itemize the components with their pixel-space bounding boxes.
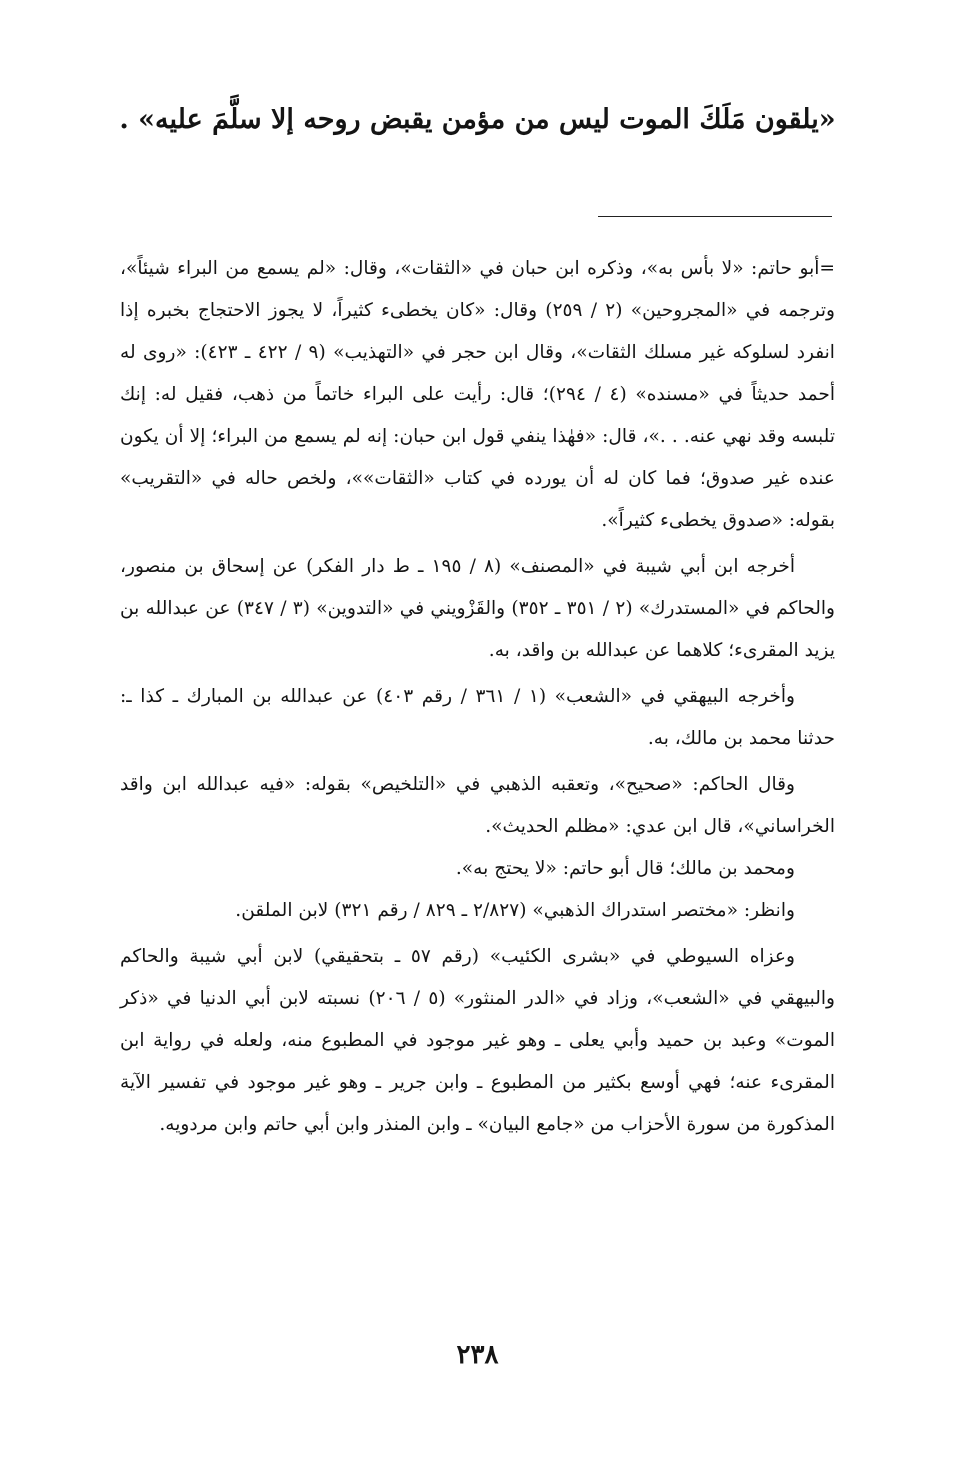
footnote-paragraph: ومحمد بن مالك؛ قال أبو حاتم: «لا يحتج به». [455, 858, 795, 879]
hadith-text: «يلقون مَلَكَ الموت ليس من مؤمن يقبض روحه إلا سلَّمَ عليه» . [119, 104, 836, 135]
footnote-paragraph: وأخرجه البيهقي في «الشعب» (١ / ٣٦١ / رقم ٤٠٣) عن عبدالله بن المبارك ـ كذا ـ: حدثنا محمد بن مالك، به. [120, 686, 835, 749]
footnote-paragraph: وقال الحاكم: «صحيح»، وتعقبه الذهبي في «التلخيص» بقوله: «فيه عبدالله ابن واقد الخراساني»، قال ابن عدي: «مظلم الحديث». [120, 774, 835, 837]
footnote-paragraph: وعزاه السيوطي في «بشرى الكئيب» (رقم ٥٧ ـ بتحقيقي) لابن أبي شيبة والحاكم والبيهقي في «الشعب»، وزاد في «الدر المنثور» (٥ / ٢٠٦) نسبته لابن أبي الدنيا في «ذكر الموت» وعبد بن حميد وأبي يعلى ـ وهو غير موجود في المطبوع منه، ولعله في رواية ابن المقرىء عنه؛ فهي أوسع بكثير من المطبوع ـ وابن جرير ـ وهو غير موجود في تفسير الآية المذكورة من سورة الأحزاب من «جامع البيان» ـ وابن المنذر وابن أبي حاتم وابن مردويه. [120, 946, 836, 1135]
footnote-separator [598, 216, 832, 217]
footnote-paragraph: =أبو حاتم: «لا بأس به»، وذكره ابن حبان في «الثقات»، وقال: «لم يسمع من البراء شيئاً»، وترجمه في «المجروحين» (٢ / ٢٥٩) وقال: «كان يخطىء كثيراً، لا يجوز الاحتجاج بخبره إذا انفرد لسلوكه غير مسلك الثقات»، وقال ابن حجر في «التهذيب» (٩ / ٤٢٢ ـ ٤٢٣): «روى له أحمد حديثاً في «مسنده» (٤ / ٢٩٤)؛ قال: رأيت على البراء خاتماً من ذهب، فقيل له: إنك تلبسه وقد نهي عنه. . .»، قال: «فهٰذا ينفي قول ابن حبان: إنه لم يسمع من البراء؛ إلا أن يكون عنده غير صدوق؛ فما كان له أن يورده في كتاب «الثقات»»، ولخص حاله في «التقريب» بقوله: «صدوق يخطىء كثيراً». [120, 258, 835, 531]
page-number: ٢٣٨ [456, 1340, 499, 1370]
footnote-paragraph: وانظر: «مختصر استدراك الذهبي» (٢/٨٢٧ ـ ٨٢٩ / رقم ٣٢١) لابن الملقن. [235, 900, 795, 921]
footnote-paragraph: أخرجه ابن أبي شيبة في «المصنف» (٨ / ١٩٥ ـ ط دار الفكر) عن إسحاق بن منصور، والحاكم في «المستدرك» (٢ / ٣٥١ ـ ٣٥٢) والقَزْويني في «التدوين» (٣ / ٣٤٧) عن عبدالله بن يزيد المقرىء؛ كلاهما عن عبدالله بن واقد، به. [120, 556, 836, 661]
footnotes [120, 248, 835, 1146]
